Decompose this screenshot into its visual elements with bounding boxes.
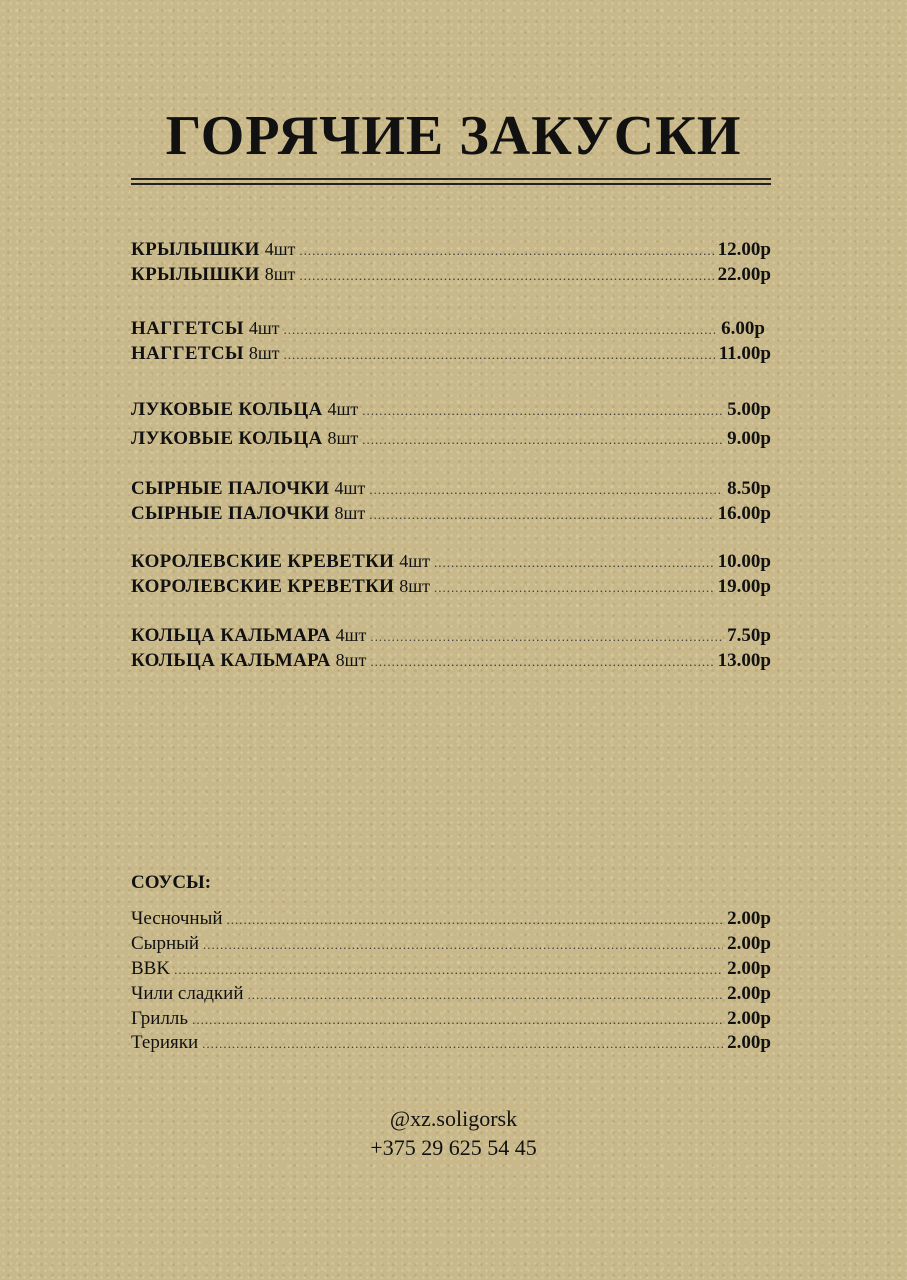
item-qty: 4шт (335, 625, 367, 645)
sauce-item (131, 908, 771, 930)
item-qty: 4шт (327, 399, 359, 419)
sauce-item (131, 933, 771, 955)
sauce-name: Чесночный (131, 908, 223, 929)
title-divider-bottom (131, 183, 771, 185)
sauce-price: 2.00р (727, 958, 771, 979)
item-price: 9.00р (727, 428, 771, 449)
sauces-heading: СОУСЫ: (131, 872, 212, 893)
item-name: СЫРНЫЕ ПАЛОЧКИ (131, 503, 330, 524)
sauce-name: Сырный (131, 933, 200, 954)
item-price: 8.50р (727, 478, 771, 499)
menu-item (131, 238, 771, 260)
dot-leader (369, 504, 713, 526)
menu-item (131, 263, 771, 285)
item-name: КОЛЬЦА КАЛЬМАРА (131, 625, 331, 646)
sauce-price: 2.00р (727, 933, 771, 954)
item-price: 6.00р (721, 318, 765, 339)
dot-leader (203, 934, 723, 956)
dot-leader (192, 1009, 723, 1031)
item-name: КОЛЬЦА КАЛЬМАРА (131, 650, 331, 671)
item-price: 19.00р (717, 576, 771, 597)
item-qty: 8шт (264, 264, 296, 284)
title-divider-top (131, 178, 771, 180)
sauce-item (131, 983, 771, 1005)
dot-leader (227, 909, 724, 931)
item-name: ЛУКОВЫЕ КОЛЬЦА (131, 428, 323, 449)
sauce-item (131, 1032, 771, 1054)
item-name: КОРОЛЕВСКИЕ КРЕВЕТКИ (131, 551, 395, 572)
item-price: 11.00р (718, 343, 771, 364)
item-qty: 8шт (399, 576, 430, 596)
item-name: НАГГЕТСЫ (131, 343, 244, 364)
item-qty: 4шт (334, 478, 366, 498)
item-name: ЛУКОВЫЕ КОЛЬЦА (131, 399, 323, 420)
menu-item (131, 317, 771, 339)
sauce-price: 2.00р (727, 1008, 771, 1029)
menu-item (131, 502, 771, 524)
item-name: НАГГЕТСЫ (131, 318, 244, 339)
dot-leader (370, 626, 723, 648)
dot-leader (370, 651, 713, 673)
dot-leader (284, 319, 718, 341)
sauce-item (131, 958, 771, 980)
item-price: 7.50р (727, 625, 771, 646)
item-name: КРЫЛЫШКИ (131, 239, 260, 260)
sauce-name: Чили сладкий (131, 983, 244, 1004)
menu-item (131, 398, 771, 420)
item-qty: 4шт (264, 239, 296, 259)
item-price: 16.00р (717, 503, 771, 524)
dot-leader (362, 400, 723, 422)
dot-leader (174, 959, 723, 981)
sauce-name: Терияки (131, 1032, 199, 1053)
sauce-name: Грилль (131, 1008, 189, 1029)
menu-item (131, 575, 771, 597)
instagram-handle: @xz.soligorsk (389, 1106, 518, 1131)
item-price: 5.00р (727, 399, 771, 420)
page-title: ГОРЯЧИЕ ЗАКУСКИ (165, 105, 742, 167)
item-name: СЫРНЫЕ ПАЛОЧКИ (131, 478, 330, 499)
item-qty: 8шт (335, 650, 367, 670)
dot-leader (299, 240, 713, 262)
sauce-item (131, 1008, 771, 1030)
sauce-price: 2.00р (727, 1032, 771, 1053)
item-qty: 4шт (248, 318, 280, 338)
item-name: КРЫЛЫШКИ (131, 264, 260, 285)
item-price: 12.00р (717, 239, 771, 260)
item-qty: 8шт (334, 503, 366, 523)
sauce-price: 2.00р (727, 983, 771, 1004)
item-price: 22.00р (717, 264, 771, 285)
menu-item (131, 649, 771, 671)
item-qty: 8шт (248, 343, 280, 363)
sauce-name: BBK (131, 958, 171, 979)
menu-item (131, 477, 771, 499)
menu-item (131, 342, 771, 364)
sauce-price: 2.00р (727, 908, 771, 929)
menu-item (131, 427, 771, 449)
item-name: КОРОЛЕВСКИЕ КРЕВЕТКИ (131, 576, 395, 597)
item-qty: 4шт (399, 551, 430, 571)
item-price: 13.00р (717, 650, 771, 671)
dot-leader (202, 1033, 723, 1055)
dot-leader (362, 429, 723, 451)
item-price: 10.00р (717, 551, 771, 572)
menu-item (131, 550, 771, 572)
dot-leader (299, 265, 713, 287)
dot-leader (434, 552, 714, 574)
dot-leader (284, 344, 715, 366)
dot-leader (369, 479, 723, 501)
item-qty: 8шт (327, 428, 359, 448)
phone-number: +375 29 625 54 45 (370, 1135, 537, 1160)
dot-leader (248, 984, 724, 1006)
menu-item (131, 624, 771, 646)
dot-leader (434, 577, 714, 599)
